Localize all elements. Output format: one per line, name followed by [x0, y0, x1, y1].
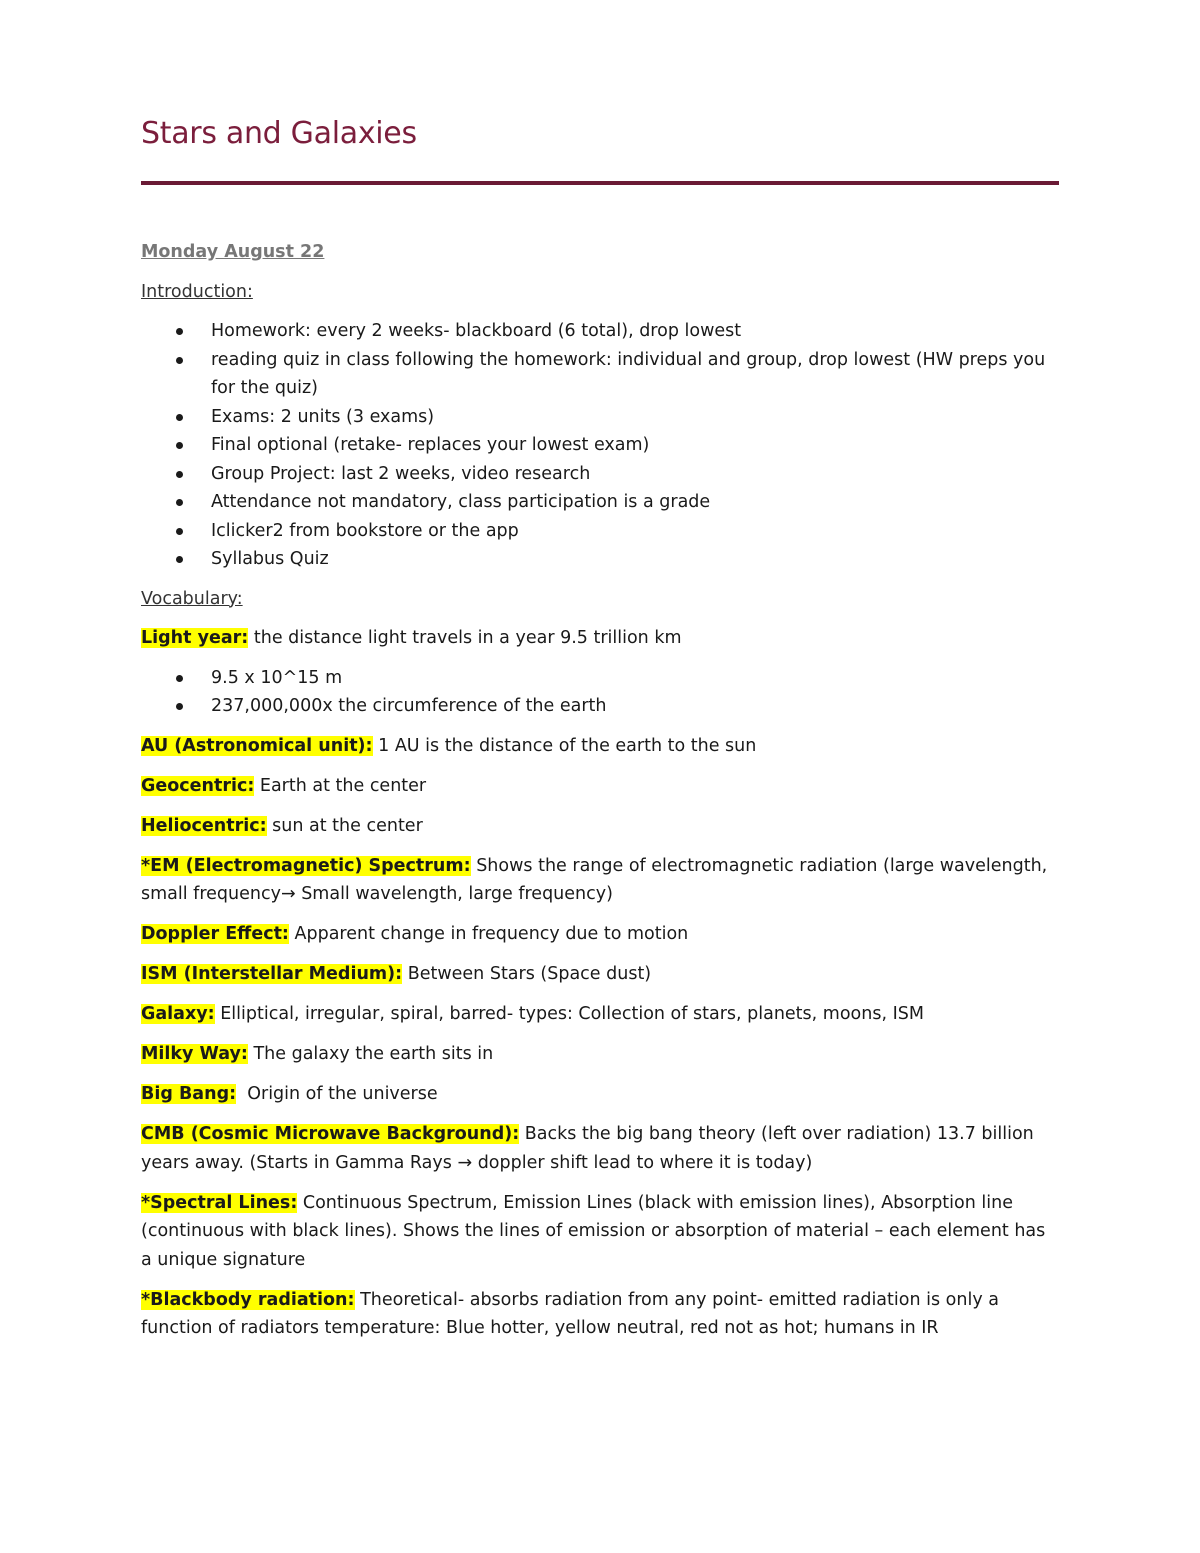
- vocab-definition: the distance light travels in a year 9.5 trillion km: [248, 628, 682, 648]
- vocab-term: Doppler Effect:: [141, 924, 289, 944]
- introduction-list: [141, 317, 1059, 574]
- vocab-definition: Origin of the universe: [236, 1084, 438, 1104]
- vocab-term: Big Bang: [141, 1084, 230, 1104]
- vocab-definition: 1 AU is the distance of the earth to the sun: [372, 735, 757, 756]
- vocab-term: Heliocentric:: [141, 815, 267, 836]
- vocab-definition-cont: doppler shift lead to where it is today): [472, 1152, 813, 1173]
- vocab-entry-geocentric: [141, 772, 1059, 801]
- vocab-term: *Spectral Lines:: [141, 1192, 298, 1213]
- vocab-term: Galaxy:: [141, 1004, 215, 1024]
- vocab-term: *Blackbody radiation:: [141, 1289, 355, 1310]
- vocab-entry-cmb: [141, 1120, 1059, 1177]
- vocab-definition: sun at the center: [266, 815, 423, 836]
- list-item: Group Project: last 2 weeks, video research: [141, 460, 1059, 489]
- list-item: Homework: every 2 weeks- blackboard (6 total), drop lowest: [141, 317, 1059, 346]
- vocab-term: Milky Way:: [141, 1044, 248, 1064]
- vocab-entry-em-spectrum: [141, 852, 1059, 909]
- vocab-definition: Earth at the center: [254, 775, 427, 796]
- list-item: Exams: 2 units (3 exams): [141, 403, 1059, 432]
- list-item: 9.5 x 10^15 m: [141, 664, 1059, 693]
- vocab-entry-galaxy: [141, 1000, 1059, 1029]
- list-item: Iclicker2 from bookstore or the app: [141, 517, 1059, 546]
- vocab-entry-blackbody: [141, 1286, 1059, 1343]
- vocab-definition: The galaxy the earth sits in: [247, 1044, 494, 1064]
- vocab-entry-ism: [141, 960, 1059, 989]
- vocab-entry-spectral-lines: [141, 1189, 1059, 1275]
- vocab-term: Light year:: [141, 628, 249, 648]
- list-item: Final optional (retake- replaces your lowest exam): [141, 431, 1059, 460]
- vocab-term: ISM (Interstellar Medium):: [141, 964, 403, 984]
- vocab-entry-au: [141, 732, 1059, 761]
- vocabulary-heading: Vocabulary:: [141, 588, 243, 609]
- list-item: Attendance not mandatory, class participation is a grade: [141, 488, 1059, 517]
- page-title: Stars and Galaxies: [141, 116, 417, 151]
- vocab-term: AU (Astronomical unit):: [141, 735, 373, 756]
- list-item: reading quiz in class following the homework: individual and group, drop lowest (HW preps you for the quiz): [141, 346, 1059, 403]
- vocab-entry-heliocentric: [141, 812, 1059, 841]
- light-year-list: [141, 664, 1059, 721]
- arrow-right-icon: →: [457, 1152, 473, 1173]
- vocab-definition: Continuous Spectrum, Emission Lines (black with emission lines), Absorption line (continuous with black lines). Shows the lines of emission or absorption of material – each element has a unique signature: [141, 1192, 1046, 1270]
- vocab-term: *EM (Electromagnetic) Spectrum:: [141, 855, 471, 876]
- notes-body: [141, 238, 1059, 1354]
- list-item: 237,000,000x the circumference of the earth: [141, 692, 1059, 721]
- vocab-definition: Shows the range of electromagnetic radiation (large wavelength, small frequency: [141, 855, 1048, 904]
- vocab-definition: Backs the big bang theory (left over radiation) 13.7 billion years away. (Starts in Gamma Rays: [141, 1124, 1034, 1173]
- vocab-entry-milky-way: [141, 1040, 1059, 1069]
- vocab-definition: Theoretical- absorbs radiation from any point- emitted radiation is only a function of radiators temperature: Blue hotter, yellow neutral, red not as hot; humans in IR: [141, 1289, 999, 1338]
- vocab-term: Geocentric:: [141, 775, 255, 796]
- vocab-term-colon: :: [229, 1084, 237, 1104]
- list-item: Syllabus Quiz: [141, 545, 1059, 574]
- introduction-heading: Introduction:: [141, 281, 253, 302]
- vocab-definition: Elliptical, irregular, spiral, barred- types: Collection of stars, planets, moons, ISM: [214, 1004, 924, 1024]
- date-heading: Monday August 22: [141, 242, 325, 262]
- vocab-entry-big-bang: [141, 1080, 1059, 1109]
- arrow-right-icon: →: [280, 884, 296, 904]
- vocab-definition: Apparent change in frequency due to motion: [288, 924, 689, 944]
- vocab-definition: Between Stars (Space dust): [402, 964, 652, 984]
- vocab-term: CMB (Cosmic Microwave Background):: [141, 1124, 520, 1144]
- vocab-definition-cont: Small wavelength, large frequency): [295, 884, 613, 904]
- vocab-entry-doppler: [141, 920, 1059, 949]
- title-underline: [141, 181, 1059, 185]
- vocab-entry-light-year: [141, 624, 1059, 653]
